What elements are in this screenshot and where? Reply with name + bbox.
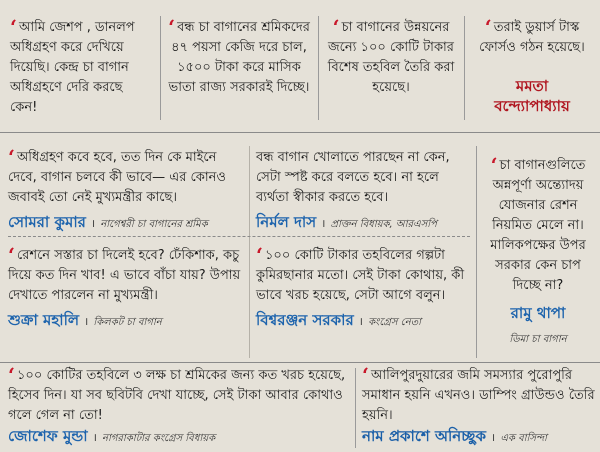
quote-mark-icon: ‘: [8, 243, 15, 267]
speaker-name: সোমরা কুমার: [8, 213, 86, 231]
quote-mark-icon: ‘: [490, 153, 498, 177]
quote-text: চা বাগানগুলিতে অন্নপূর্ণা অন্ত্যোদয় যোজনার রেশন নিয়মিত মেলে না। মালিকপক্ষের উপর সরকার কেন চাপ দিচ্ছে না?: [490, 158, 586, 293]
separator: ।: [91, 217, 96, 230]
separator: ।: [358, 315, 363, 328]
quote-mark-icon: ‘: [362, 363, 369, 387]
separator: ।: [491, 431, 496, 444]
quote-mark-icon: ‘: [256, 243, 263, 267]
top-quote-1: [10, 0, 150, 128]
speaker-desc: প্রাক্তন বিধায়ক, আরএসপি: [330, 219, 437, 230]
speaker-name: জোশেফ মুন্ডা: [8, 427, 88, 445]
quote-text: ১০০ কোটির তহবিলে ৩ লক্ষ চা শ্রমিকের জন্য কত খরচ হয়েছে, হিসেব দিন। যা সব ছবিটবি দেখা যাচ্ছে, সেই টাকা আবার কোথাও গলে গেল না তো!: [8, 368, 346, 423]
divider: [318, 16, 319, 120]
quote-card-joseph: [8, 363, 348, 449]
speaker-name: বিশ্বরঞ্জন সরকার: [256, 311, 354, 329]
section-divider: [0, 362, 600, 363]
quote-text: বন্ধ বাগান খোলাতে পারছেন না কেন, সেটা স্পষ্ট করে বলতে হবে। না হলে ব্যর্থতা স্বীকার করতে হবে।: [256, 150, 450, 205]
speaker-desc: কংগ্রেস নেতা: [368, 317, 422, 328]
top-quote-2: [168, 0, 310, 128]
quote-text: অধিগ্রহণ কবে হবে, তত দিন কে মাইনে দেবে, বাগান চলবে কী ভাবে— এর কোনও জবাবই তো নেই মুখ্যমন্ত্রীর কাছে।: [8, 150, 226, 205]
separator: ।: [84, 315, 89, 328]
quote-card-biswaranjan: [256, 243, 470, 333]
speaker-desc: নাগরাকাটার কংগ্রেস বিধায়ক: [101, 433, 216, 444]
quote-text: ১০০ কোটি টাকার তহবিলের গল্পটা কুমিরছানার মতো। সেই টাকা কোথায়, কী ভাবে খরচ হয়েছে, সেটা আগে বলুন।: [256, 248, 465, 303]
divider: [476, 146, 477, 358]
quote-mark-icon: ‘: [8, 363, 15, 387]
quote-mark-icon: ‘: [10, 15, 17, 39]
divider: [355, 368, 356, 448]
speaker-name-line1: মমতা: [515, 77, 549, 95]
speaker-desc: কিলকট চা বাগান: [93, 317, 162, 328]
separator: ।: [321, 217, 326, 230]
speaker-desc: ডিমা চা বাগান: [509, 334, 567, 345]
top-quote-3: [326, 0, 456, 128]
quote-mark-icon: ‘: [484, 15, 492, 39]
dashed-divider: [8, 236, 470, 237]
quote-text: তরাই ডুয়ার্স টাস্ক ফোর্সও গঠন হয়েছে।: [479, 20, 585, 55]
speaker-desc: নাগেশ্বরী চা বাগানের শ্রমিক: [100, 219, 208, 230]
quote-text: বন্ধ চা বাগানের শ্রমিকদের ৪৭ পয়সা কেজি দরে চাল, ১৫০০ টাকা করে মাসিক ভাতা রাজ্য সরকারই দিচ্ছে।: [168, 20, 310, 95]
quote-card-nirmal: [256, 148, 468, 235]
quote-text: আলিপুরদুয়ারের জমি সমস্যার পুরোপুরি সমাধান হয়নি এখনও। ডাম্পিং গ্রাউন্ডও তৈরি হয়নি।: [362, 368, 595, 423]
speaker-name: নির্মল দাস: [256, 213, 317, 231]
speaker-name-line2: বন্দ্যোপাধ্যায়: [494, 97, 570, 115]
top-quote-4: [470, 0, 594, 128]
quote-card-somra: [8, 145, 244, 235]
quote-text: আমি জেশপ , ডানলপ অধিগ্রহণ করে দেখিয়ে দিয়েছি। কেন্দ্র চা বাগান অধিগ্রহণে দেরি করছে কেন!: [10, 20, 135, 115]
separator: ।: [92, 431, 97, 444]
quote-text: রেশনে সস্তার চা দিলেই হবে? ঢেঁকিশাক, কচু দিয়ে কত দিন খাব! এ ভাবে বাঁচা যায়? উপায় দেখাতে পারলেন না মুখ্যমন্ত্রী।: [8, 248, 241, 303]
quote-text: চা বাগানের উন্নয়নের জন্যে ১০০ কোটি টাকার বিশেষ তহবিল তৈরি করা হয়েছে।: [327, 20, 455, 95]
quote-card-anonymous: [362, 363, 596, 449]
speaker-name: শুক্রা মহালি: [8, 311, 80, 329]
divider: [249, 146, 250, 358]
divider: [160, 16, 161, 120]
divider: [464, 16, 465, 120]
quote-mark-icon: ‘: [168, 15, 176, 39]
speaker-name: নাম প্রকাশে অনিচ্ছুক: [362, 427, 486, 445]
section-divider: [0, 132, 600, 133]
quote-card-ramu: [480, 153, 596, 349]
speaker-name: রামু থাপা: [510, 304, 566, 322]
speaker-desc: এক বাসিন্দা: [500, 433, 547, 444]
quote-mark-icon: ‘: [8, 145, 15, 169]
quote-card-shukra: [8, 243, 244, 333]
quote-mark-icon: ‘: [332, 15, 340, 39]
